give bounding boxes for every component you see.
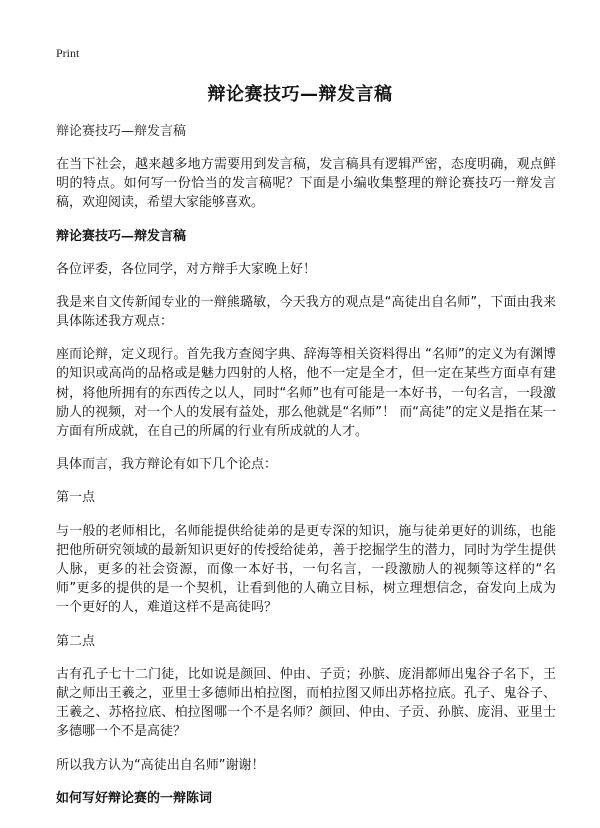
point-two-label: 第二点 <box>56 633 96 649</box>
page-title: 辩论赛技巧—辩发言稿 <box>207 84 393 105</box>
point-two-paragraph: 古有孔子七十二门徒，比如说是颜回、仲由、子贡；孙膑、庞涓都师出鬼谷子名下，王献之师出王羲之，亚里士多德师出柏拉图，而柏拉图又师出苏格拉底。孔子、鬼谷子、王羲之、苏格拉底、柏拉图哪一个不是名师？颜回、仲由、子贡、孙膑、庞涓、亚里士多德哪一个不是高徒？ <box>56 666 556 740</box>
conclusion-paragraph: 所以我方认为“高徒出自名师”谢谢！ <box>56 757 265 773</box>
section-heading-how-to: 如何写好辩论赛的一辩陈词 <box>56 790 213 806</box>
point-one-paragraph: 与一般的老师相比，名师能提供给徒弟的是更专深的知识，施与徒弟更好的训练，也能把他所研究领域的最新知识更好的传授给徒弟，善于挖掘学生的潜力，同时为学生提供人脉，更多的社会资源，而像一本好书，一句名言，一段激励人的视频等这样的“名师”更多的提供的是一个契机，让看到他的人确立目标，树立理想信念，奋发向上成为一个更好的人，难道这样不是高徒吗？ <box>56 523 556 616</box>
self-intro-paragraph: 我是来自文传新闻专业的一辩熊璐敏，今天我方的观点是“高徒出自名师”，下面由我来具体陈述我方观点： <box>56 294 556 330</box>
point-one-label: 第一点 <box>56 490 96 506</box>
section-heading-speech: 辩论赛技巧—辩发言稿 <box>56 228 187 244</box>
intro-paragraph: 在当下社会，越来越多地方需要用到发言稿，发言稿具有逻辑严密，态度明确，观点鲜明的特点。如何写一份恰当的发言稿呢？下面是小编收集整理的辩论赛技巧一辩发言稿，欢迎阅读，希望大家能够喜欢。 <box>56 157 556 211</box>
points-intro-paragraph: 具体而言，我方辩论有如下几个论点： <box>56 457 278 473</box>
article-subtitle: 辩论赛技巧—辩发言稿 <box>56 124 187 139</box>
article-body <box>56 122 556 822</box>
greeting-paragraph: 各位评委，各位同学，对方辩手大家晚上好！ <box>56 261 317 277</box>
definition-paragraph: 座而论辩，定义现行。首先我方查阅字典、辞海等相关资料得出 “名师”的定义为有渊博的知识或高尚的品格或是魅力四射的人格，他不一定是全才，但一定在某些方面卓有建树，将他所拥有的东西传之以人，同时“名师”也有可能是一本好书，一句名言，一段激励人的视频，对一个人的发展有益处，那么他就是“名师”！ 而“高徒”的定义是指在某一方面有所成就，在自己的所属的行业有所成就的人才。 <box>56 347 556 440</box>
print-label: Print <box>56 46 80 60</box>
